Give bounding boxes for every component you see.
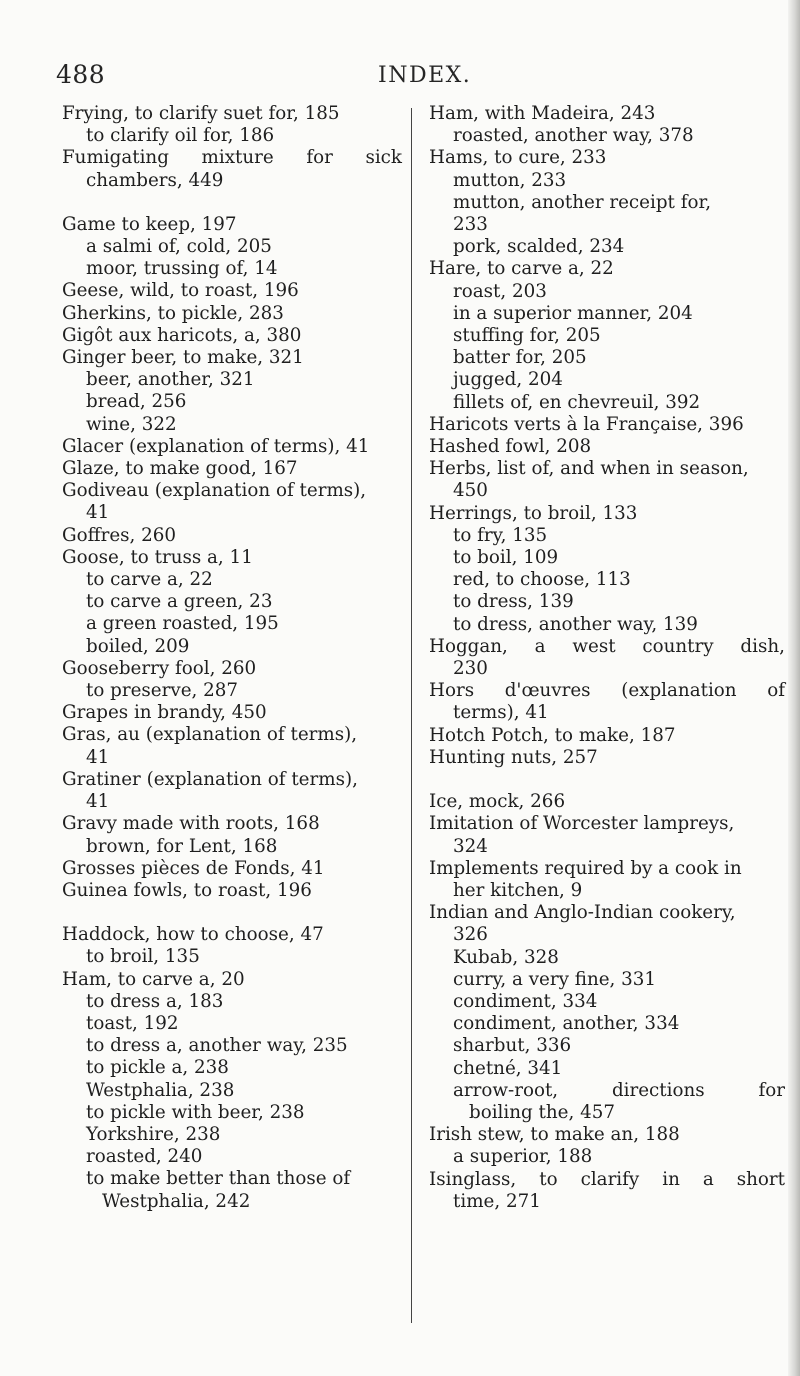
index-subentry: to dress, 139 (453, 591, 574, 613)
index-subentry: to dress a, 183 (86, 990, 224, 1012)
index-subentry: moor, trussing of, 14 (86, 258, 278, 280)
index-subentry: to clarify oil for, 186 (86, 125, 275, 147)
index-column-right (429, 103, 785, 1213)
index-entry: Goffres, 260 (62, 524, 177, 546)
index-subentry: mutton, another receipt for, (453, 191, 712, 213)
index-subentry: a salmi of, cold, 205 (86, 236, 272, 258)
running-head: INDEX. (378, 63, 472, 88)
index-entry: Goose, to truss a, 11 (62, 546, 253, 568)
index-subentry: to make better than those of (86, 1168, 351, 1190)
index-entry: Frying, to clarify suet for, 185 (62, 103, 340, 124)
index-subentry: to carve a green, 23 (86, 591, 273, 613)
index-subentry: to dress, another way, 139 (453, 613, 698, 635)
index-entry: Hashed fowl, 208 (429, 436, 592, 458)
index-subentry: to pickle a, 238 (86, 1057, 229, 1079)
index-entry: Ice, mock, 266 (429, 791, 566, 813)
index-subentry: 324 (453, 835, 488, 857)
index-subentry: 41 (86, 746, 110, 768)
column-divider (411, 108, 412, 1323)
index-subentry: 41 (86, 791, 110, 813)
index-subentry: to pickle with beer, 238 (86, 1101, 305, 1123)
index-entry: Grapes in brandy, 450 (62, 702, 267, 724)
page-header (56, 60, 746, 90)
index-subentry: 450 (453, 480, 488, 502)
index-subentry: her kitchen, 9 (453, 879, 583, 901)
index-subentry: mutton, 233 (453, 169, 567, 191)
index-subentry: roast, 203 (453, 280, 547, 302)
index-section-gap (429, 769, 785, 791)
index-entry: Isinglass, to clarify in a short (429, 1168, 785, 1190)
index-subentry: red, to choose, 113 (453, 569, 631, 591)
index-subentry: boiling the, 457 (469, 1101, 615, 1123)
index-subentry: bread, 256 (86, 391, 187, 413)
index-subentry: 326 (453, 924, 488, 946)
index-subentry: chambers, 449 (86, 169, 224, 191)
index-entry: Implements required by a cook in (429, 857, 742, 879)
index-subentry: 230 (453, 658, 488, 680)
index-subentry: stuffing for, 205 (453, 325, 601, 347)
index-subentry: Westphalia, 242 (102, 1190, 251, 1212)
index-entry: Imitation of Worcester lampreys, (429, 813, 735, 835)
index-entry: Ginger beer, to make, 321 (62, 347, 304, 369)
index-entry: Hotch Potch, to make, 187 (429, 724, 676, 746)
index-entry: Gigôt aux haricots, a, 380 (62, 324, 302, 346)
index-entry: Guinea fowls, to roast, 196 (62, 879, 312, 901)
index-entry: Haricots verts à la Française, 396 (429, 413, 744, 435)
index-subentry: fillets of, en chevreuil, 392 (453, 391, 701, 413)
index-entry: Hoggan, a west country dish, (429, 635, 785, 657)
index-subentry: condiment, another, 334 (453, 1013, 680, 1035)
index-entry: Irish stew, to make an, 188 (429, 1124, 680, 1146)
index-subentry: terms), 41 (453, 702, 549, 724)
index-subentry: roasted, 240 (86, 1146, 203, 1168)
index-entry: Indian and Anglo-Indian cookery, (429, 902, 736, 924)
index-entry: Ham, to carve a, 20 (62, 968, 245, 990)
index-entry: Hunting nuts, 257 (429, 746, 598, 768)
index-subentry: arrow-root, directions for (453, 1079, 785, 1101)
index-subentry: pork, scalded, 234 (453, 236, 625, 258)
index-entry: Hams, to cure, 233 (429, 147, 607, 169)
index-subentry: to carve a, 22 (86, 569, 213, 591)
index-subentry: 233 (453, 214, 488, 236)
index-entry: Gooseberry fool, 260 (62, 657, 257, 679)
index-subentry: beer, another, 321 (86, 369, 255, 391)
index-subentry: to broil, 135 (86, 946, 200, 968)
index-entry: Herrings, to broil, 133 (429, 502, 638, 524)
index-entry: Gratiner (explanation of terms), (62, 768, 358, 790)
index-entry: Game to keep, 197 (62, 213, 237, 235)
index-subentry: time, 271 (453, 1190, 541, 1212)
index-subentry: curry, a very fine, 331 (453, 968, 657, 990)
index-subentry: jugged, 204 (453, 369, 563, 391)
page-number: 488 (56, 60, 106, 89)
index-subentry: a green roasted, 195 (86, 613, 279, 635)
index-entry: Grosses pièces de Fonds, 41 (62, 857, 325, 879)
index-subentry: toast, 192 (86, 1012, 179, 1034)
index-subentry: boiled, 209 (86, 635, 190, 657)
index-subentry: Westphalia, 238 (86, 1079, 235, 1101)
index-entry: Hors d'œuvres (explanation of (429, 680, 785, 702)
index-section-gap (62, 902, 402, 924)
index-entry: Gras, au (explanation of terms), (62, 724, 358, 746)
index-entry: Gherkins, to pickle, 283 (62, 302, 284, 324)
index-subentry: to boil, 109 (453, 547, 559, 569)
index-subentry: in a superior manner, 204 (453, 302, 693, 324)
index-subentry: brown, for Lent, 168 (86, 835, 278, 857)
index-entry: Gravy made with roots, 168 (62, 813, 320, 835)
index-entry: Fumigating mixture for sick (62, 147, 402, 169)
index-subentry: a superior, 188 (453, 1146, 593, 1168)
index-section-gap (62, 192, 402, 214)
index-subentry: chetné, 341 (453, 1057, 563, 1079)
index-subentry: to dress a, another way, 235 (86, 1035, 348, 1057)
index-entry: Glacer (explanation of terms), 41 (62, 435, 370, 457)
index-entry: Glaze, to make good, 167 (62, 458, 298, 480)
index-subentry: to preserve, 287 (86, 680, 239, 702)
index-subentry: Yorkshire, 238 (86, 1123, 221, 1145)
scan-page-edge (788, 0, 800, 1376)
index-entry: Haddock, how to choose, 47 (62, 924, 324, 946)
index-subentry: to fry, 135 (453, 524, 548, 546)
index-entry: Hare, to carve a, 22 (429, 258, 614, 280)
index-entry: Ham, with Madeira, 243 (429, 103, 656, 124)
index-subentry: condiment, 334 (453, 990, 598, 1012)
index-subentry: roasted, another way, 378 (453, 125, 694, 147)
index-subentry: batter for, 205 (453, 347, 587, 369)
index-column-left (62, 103, 402, 1213)
index-subentry: Kubab, 328 (453, 946, 559, 968)
index-entry: Herbs, list of, and when in season, (429, 458, 749, 480)
index-entry: Geese, wild, to roast, 196 (62, 280, 299, 302)
index-entry: Godiveau (explanation of terms), (62, 480, 367, 502)
index-subentry: sharbut, 336 (453, 1035, 572, 1057)
index-subentry: 41 (86, 502, 110, 524)
index-subentry: wine, 322 (86, 413, 177, 435)
